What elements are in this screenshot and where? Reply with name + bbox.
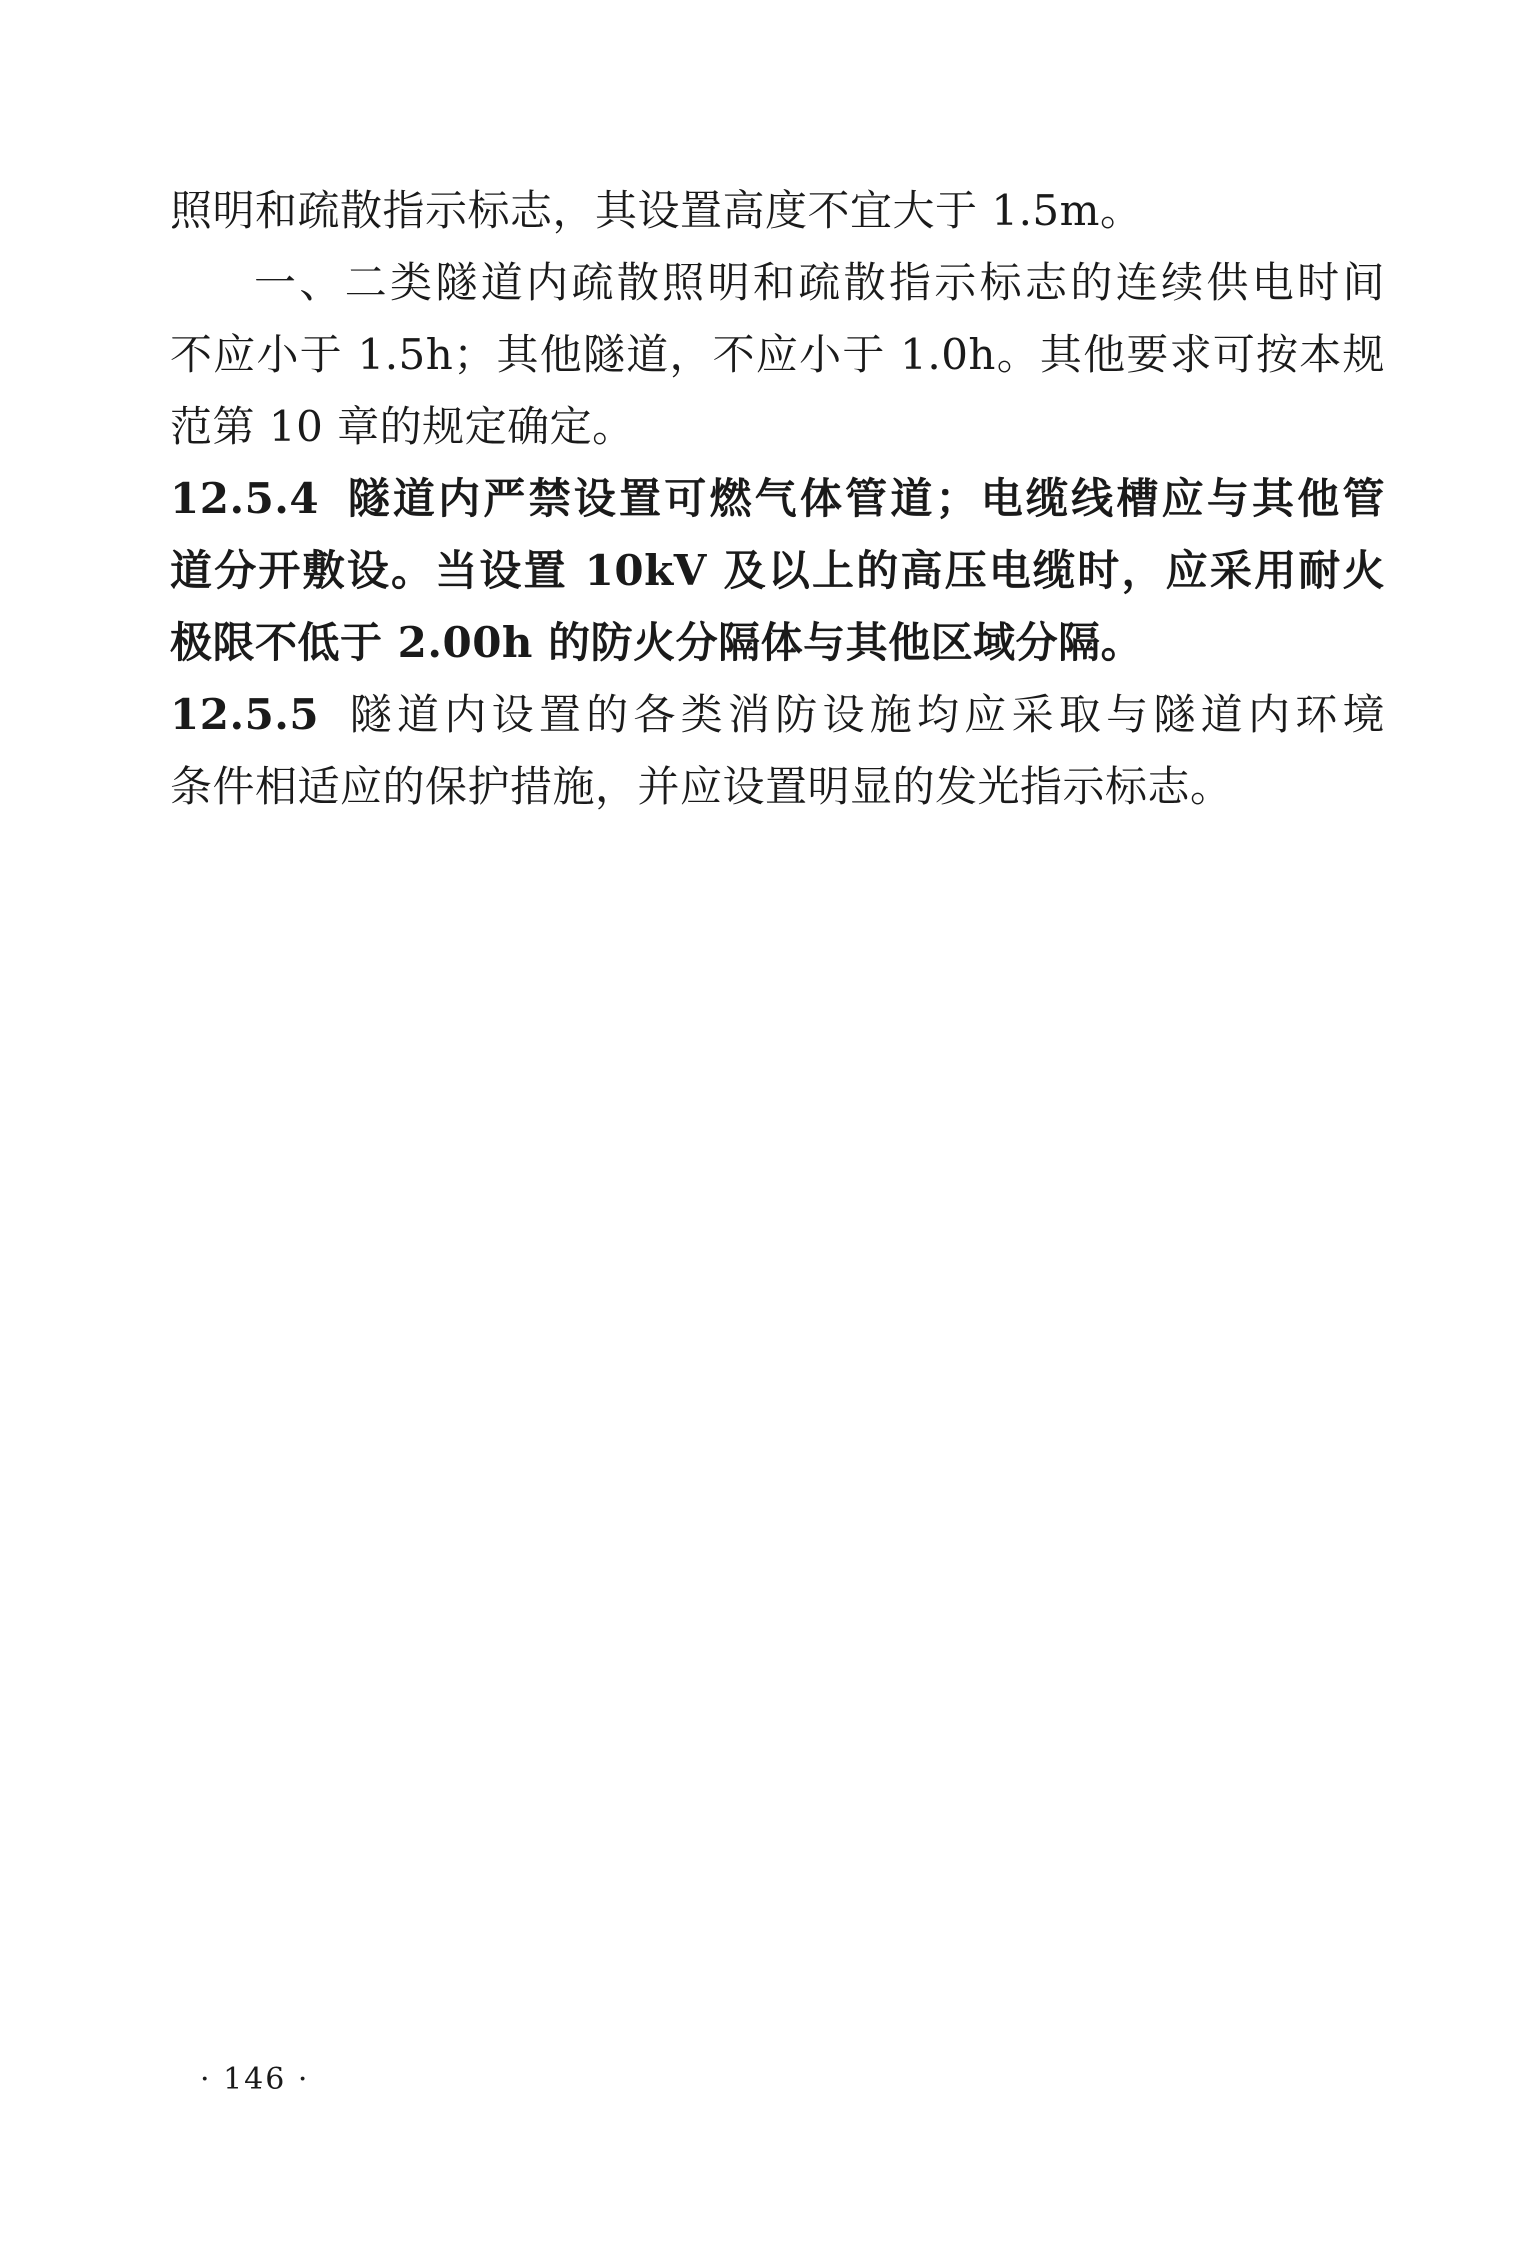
page-number: · 146 ·	[200, 2062, 310, 2097]
clause-12-5-4-line-1	[170, 463, 1385, 535]
paragraph-power-supply-line-1: 一、二类隧道内疏散照明和疏散指示标志的连续供电时间	[254, 258, 1385, 307]
clause-12-5-4-line-2: 道分开敷设。当设置 10kV 及以上的高压电缆时，应采用耐火	[170, 546, 1385, 595]
clause-12-5-5-line-2: 条件相适应的保护措施，并应设置明显的发光指示标志。	[170, 762, 1233, 811]
body-text	[170, 175, 1385, 823]
clause-12-5-4-text-1: 隧道内严禁设置可燃气体管道；电缆线槽应与其他管	[345, 474, 1385, 523]
paragraph-previous-tail: 照明和疏散指示标志，其设置高度不宜大于 1.5m。	[170, 186, 1143, 235]
clause-number-12-5-4: 12.5.4	[170, 474, 320, 523]
clause-12-5-5-text-1: 隧道内设置的各类消防设施均应采取与隧道内环境	[345, 690, 1385, 739]
clause-12-5-4-line-3: 极限不低于 2.00h 的防火分隔体与其他区域分隔。	[170, 618, 1144, 667]
clause-number-12-5-5: 12.5.5	[170, 690, 320, 739]
clause-12-5-5-line-1	[170, 679, 1385, 751]
paragraph-power-supply-line-3: 范第 10 章的规定确定。	[170, 402, 635, 451]
paragraph-power-supply-line-2: 不应小于 1.5h；其他隧道，不应小于 1.0h。其他要求可按本规	[170, 330, 1385, 379]
